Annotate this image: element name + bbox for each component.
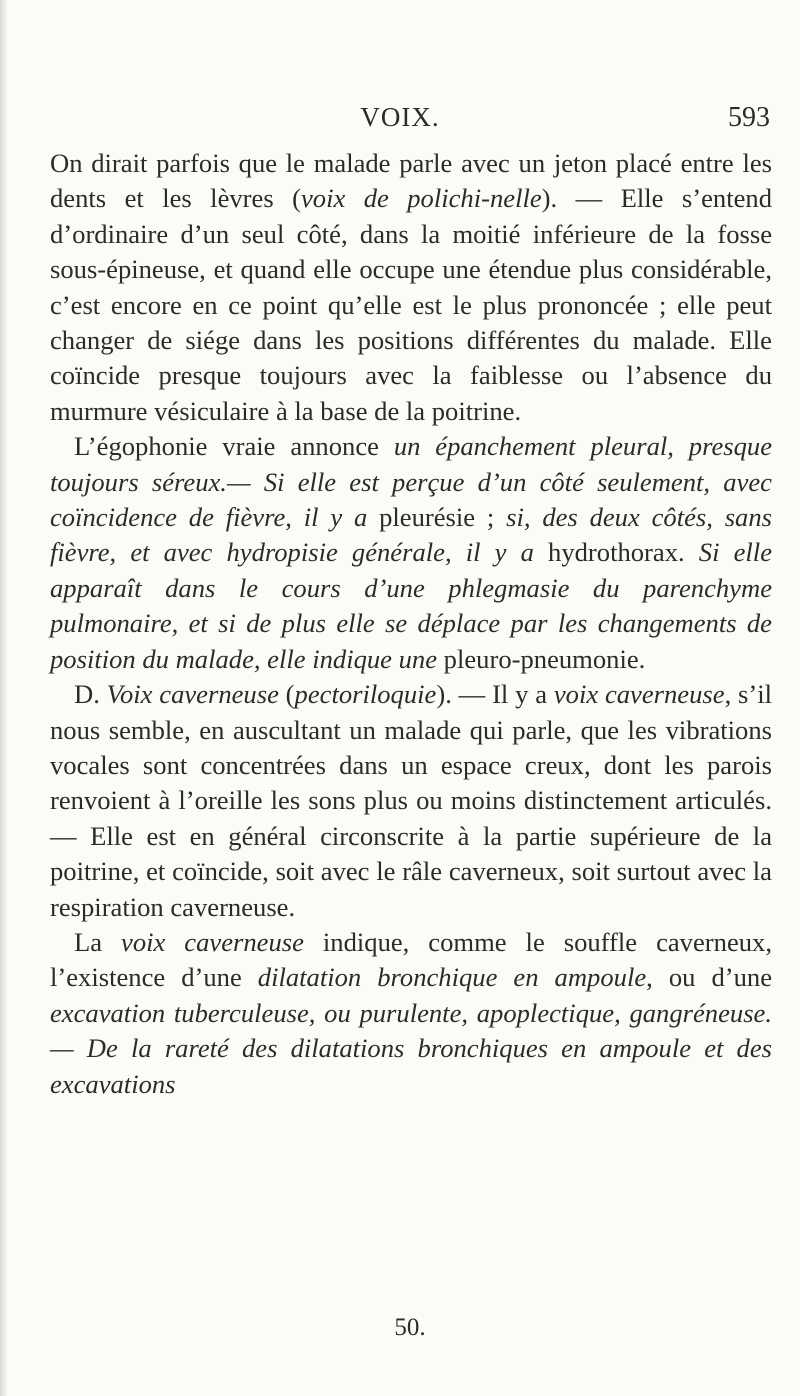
italic-text-segment: voix caverneuse (121, 926, 304, 957)
italic-text-segment: dilatation bronchique en ampoule (257, 962, 647, 993)
text-segment: On dirait parfois que le malade parle avec un jeton placé entre les dents et les lèvres ( (50, 148, 772, 214)
text-segment: ). — Elle s’entend d’ordinaire d’un seul côté, dans la moitié inférieure de la fosse sous-épineuse, et quand elle occupe une étendue plus considérable, c’est encore en ce point qu’elle est le plus prononcée ; elle peut changer de siége dans les positions différentes du malade. Elle coïncide presque toujours avec la faiblesse ou l’absence du murmure vésiculaire à la base de la poitrine. (50, 183, 772, 426)
signature-mark (0, 1314, 800, 1342)
paragraph (50, 429, 772, 677)
text-segment: pleuro-pneumonie. (437, 643, 646, 674)
text-segment: pleurésie ; (367, 502, 507, 533)
paragraph (50, 925, 772, 1102)
italic-text-segment: voix caverneuse (553, 679, 725, 710)
text-segment: , s’il nous semble, en auscultant un malade qui parle, que les vibrations vocales sont concentrées dans un espace creux, dont les parois renvoient à l’oreille les sons plus ou moins distinctement articulés. — Elle est en général circonscrite à la partie supérieure de la poitrine, et coïncide, soit avec le râle caverneux, soit surtout avec la respiration caverneuse. (50, 679, 772, 922)
text-segment: indique, comme le souffle caverneux, l’existence d’une (50, 926, 772, 993)
running-header (0, 102, 800, 136)
text-segment: ). — Il y a (436, 679, 554, 710)
italic-text-segment: voix de polichi-nelle (300, 183, 542, 214)
italic-text-segment: un épanchement pleural, presque toujours séreux.— Si elle est perçue d’un côté seulement, avec coïncidence de fièvre, il y a (50, 431, 772, 533)
paragraph (50, 677, 772, 925)
text-segment: L’égophonie vraie annonce (74, 431, 394, 462)
italic-text-segment: Si elle apparaît dans le cours d’une phlegmasie du parenchyme pulmonaire, et si de plus elle se déplace par les changements de position du malade, elle indique une (50, 537, 772, 674)
text-segment: La (74, 926, 122, 957)
page-gutter-shadow (0, 0, 8, 1396)
italic-text-segment: Voix caverneuse (106, 679, 279, 710)
signature-mark-text: 50. (394, 1314, 426, 1341)
text-segment: , ou d’une (646, 962, 772, 993)
italic-text-segment: si, des deux côtés, sans fièvre, et avec hydropisie générale, il y a (50, 502, 773, 568)
italic-text-segment: excavation tuberculeuse, ou purulente, apoplectique, gangréneuse.— De la rareté des dilatations bronchiques en ampoule et des excavations (50, 997, 772, 1099)
italic-text-segment: pectoriloquie (294, 679, 437, 710)
text-segment: D. (74, 679, 107, 710)
text-segment: ( (278, 679, 295, 710)
running-title: VOIX. (360, 102, 440, 132)
text-segment: hydrothorax. (533, 537, 699, 568)
body-text (50, 146, 772, 1102)
paragraph (50, 146, 772, 429)
page-number: 593 (728, 102, 770, 133)
